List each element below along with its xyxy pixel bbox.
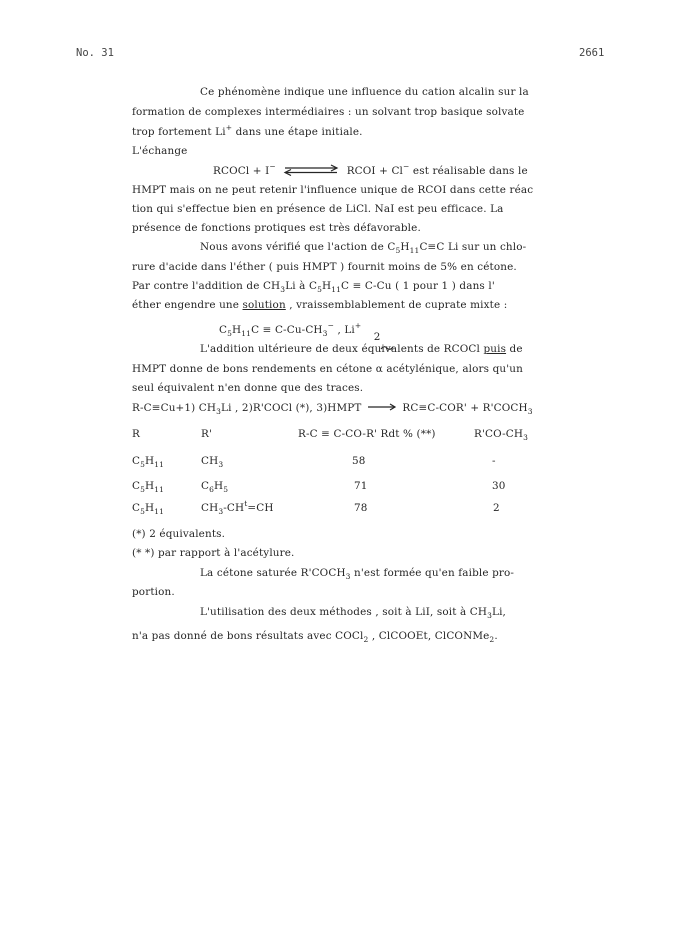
p1-line3: trop fortement Li+ dans une étape initiale.	[132, 123, 363, 138]
p5-line1: La cétone saturée $R'COCH_3$ n'est formée qu'en faible pro-	[200, 567, 515, 581]
cell-rprime: $CH_3$	[201, 455, 224, 469]
cell-yield: 71	[354, 480, 368, 492]
p3-line2: rure d'acide dans l'éther ( puis HMPT ) fournit moins de 5% en cétone.	[132, 261, 517, 273]
p2-line3: présence de fonctions protiques est très défavorable.	[132, 222, 421, 234]
table-header-r: R	[132, 428, 140, 440]
cell-rprime: $CH_3-CH^t=CH$	[201, 499, 274, 516]
footnote-1: (*) 2 équivalents.	[132, 528, 226, 540]
footnote-2: (* *) par rapport à l'acétylure.	[132, 547, 295, 559]
p4-line1: L'addition ultérieure de deux équivalents de RCOCl puis de	[200, 343, 523, 355]
p6-line1: L'utilisation des deux méthodes , soit à LiI, soit à $CH_3Li$,	[200, 606, 507, 620]
p3-line1: Nous avons vérifié que l'action de $C_5H_{11}C\equiv C$ Li sur un chlo-	[200, 241, 527, 255]
p4-line3: seul équivalent n'en donne que des traces.	[132, 382, 364, 394]
p4-line2: HMPT donne de bons rendements en cétone α acétylénique, alors qu'un	[132, 363, 523, 375]
equation-exchange: RCOCl + I− RCOI + Cl− est réalisable dans le	[213, 162, 528, 177]
p6-line2: n'a pas donné de bons résultats avec COCl$_2$ , ClCOOEt, ClCONMe$_2$.	[132, 630, 498, 644]
page-number: 2661	[579, 47, 605, 59]
table-header-yield: R-C ≡ C-CO-R' Rdt % (**)	[298, 428, 436, 440]
p1-line4: L'échange	[132, 145, 188, 157]
p2-line1: HMPT mais on ne peut retenir l'influence unique de RCOI dans cette réac	[132, 184, 534, 196]
p1-line1: Ce phénomène indique une influence du cation alcalin sur la	[200, 86, 529, 98]
cell-ketone: 2	[493, 502, 500, 514]
p1-line2: formation de complexes intermédiaires : un solvant trop basique solvate	[132, 106, 525, 118]
p5-line2: portion.	[132, 586, 175, 598]
reaction-arrow-icon	[367, 402, 397, 412]
p3-line3: Par contre l'addition de $CH_3Li$ à $C_5H_{11}C \equiv C-Cu$ ( 1 pour 1 ) dans l'	[132, 280, 495, 294]
reaction-scheme: R-C≡Cu+1) $CH_3Li$ , 2)R'COCl (*), 3)HMPT $RC\equiv C-COR' + R'COCH_3$	[132, 402, 533, 416]
cell-r: $C_5H_{11}$	[132, 502, 165, 516]
cell-r: $C_5H_{11}$	[132, 480, 165, 494]
p3-line4: éther engendre une solution , vraissemblablement de cuprate mixte :	[132, 299, 508, 311]
cell-ketone: 30	[492, 480, 506, 492]
journal-issue-number: No. 31	[76, 47, 114, 59]
cell-ketone: -	[492, 455, 496, 467]
cell-rprime: $C_6H_5$	[201, 480, 229, 494]
table-header-rprime: R'	[201, 428, 212, 440]
p2-line2: tion qui s'effectue bien en présence de LiCl. NaI est peu efficace. La	[132, 203, 504, 215]
table-header-ketone: $R'CO-CH_3$	[474, 428, 529, 442]
cell-yield: 58	[352, 455, 366, 467]
equilibrium-arrow-icon	[283, 164, 339, 176]
cell-yield: 78	[354, 502, 368, 514]
cuprate-formula: $C_5H_{11}C \equiv C-Cu-CH_3^-$ , Li+ 2	[219, 324, 387, 337]
cell-r: $C_5H_{11}$	[132, 455, 165, 469]
